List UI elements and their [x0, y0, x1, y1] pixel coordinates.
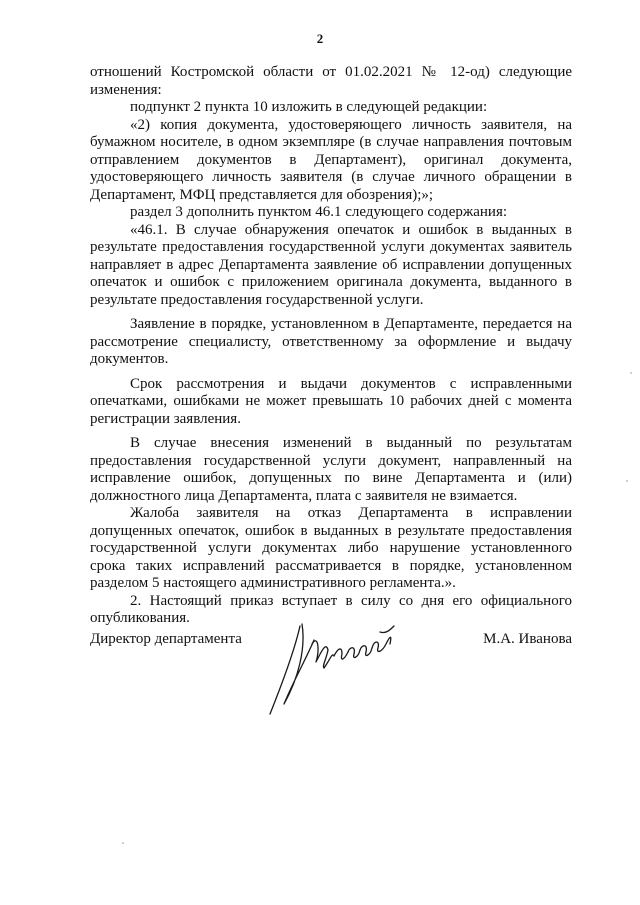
- page-number: 2: [316, 31, 324, 46]
- scan-speck: [630, 372, 632, 374]
- paragraph-entry-into-force: 2. Настоящий приказ вступает в силу со дня его официального опубликования.: [90, 592, 572, 626]
- paragraph-complaint: Жалоба заявителя на отказ Департамента в исправлении допущенных опечаток, ошибок в выданных в результате предоставления государственной услуги документах либо нарушение установленного срока таких исправлений рассматривается в порядке, установленном разделом 5 настоящего административного регламента.».: [90, 505, 572, 591]
- handwritten-signature: [262, 604, 412, 719]
- signatory-title: Директор департамента: [90, 631, 242, 647]
- scan-speck: [626, 480, 628, 482]
- paragraph-identity-copy: «2) копия документа, удостоверяющего личность заявителя, на бумажном носителе, в одном экземпляре (в случае направления почтовым отправлением документов в Департамент), оригинал документа, удостоверяющего личность заявителя (в случае личного обращении в Департамент, МФЦ представляется для обозрения);»;: [90, 116, 572, 203]
- paragraph-intro: отношений Костромской области от 01.02.2021 № 12-од) следующие изменения:: [90, 64, 572, 98]
- paragraph-section-3: раздел 3 дополнить пунктом 46.1 следующего содержания:: [130, 204, 508, 220]
- paragraph-subclause-2: подпункт 2 пункта 10 изложить в следующей редакции:: [130, 99, 488, 115]
- signatory-name: М.А. Иванова: [483, 631, 572, 647]
- document-body: [90, 64, 572, 628]
- paragraph-no-fee: В случае внесения изменений в выданный по результатам предоставления государственной услуги документ, направленный на исправление ошибок, допущенных по вине Департамента и (или) должностного лица Департамента, плата с заявителя не взимается.: [90, 435, 572, 504]
- paragraph-deadline: Срок рассмотрения и выдачи документов с исправленными опечатками, ошибками не может превышать 10 рабочих дней с момента регистрации заявления.: [90, 375, 572, 427]
- paragraph-46-1: «46.1. В случае обнаружения опечаток и ошибок в выданных в результате предоставления государственной услуги документах заявитель направляет в адрес Департамента заявление об исправлении допущенных опечаток и ошибок с приложением оригинала документа, выданного в результате предоставления государственной услуги.: [90, 221, 572, 308]
- scan-speck: [122, 842, 124, 844]
- paragraph-application: Заявление в порядке, установленном в Департаменте, передается на рассмотрение специалисту, ответственному за оформление и выдачу документов.: [90, 316, 572, 367]
